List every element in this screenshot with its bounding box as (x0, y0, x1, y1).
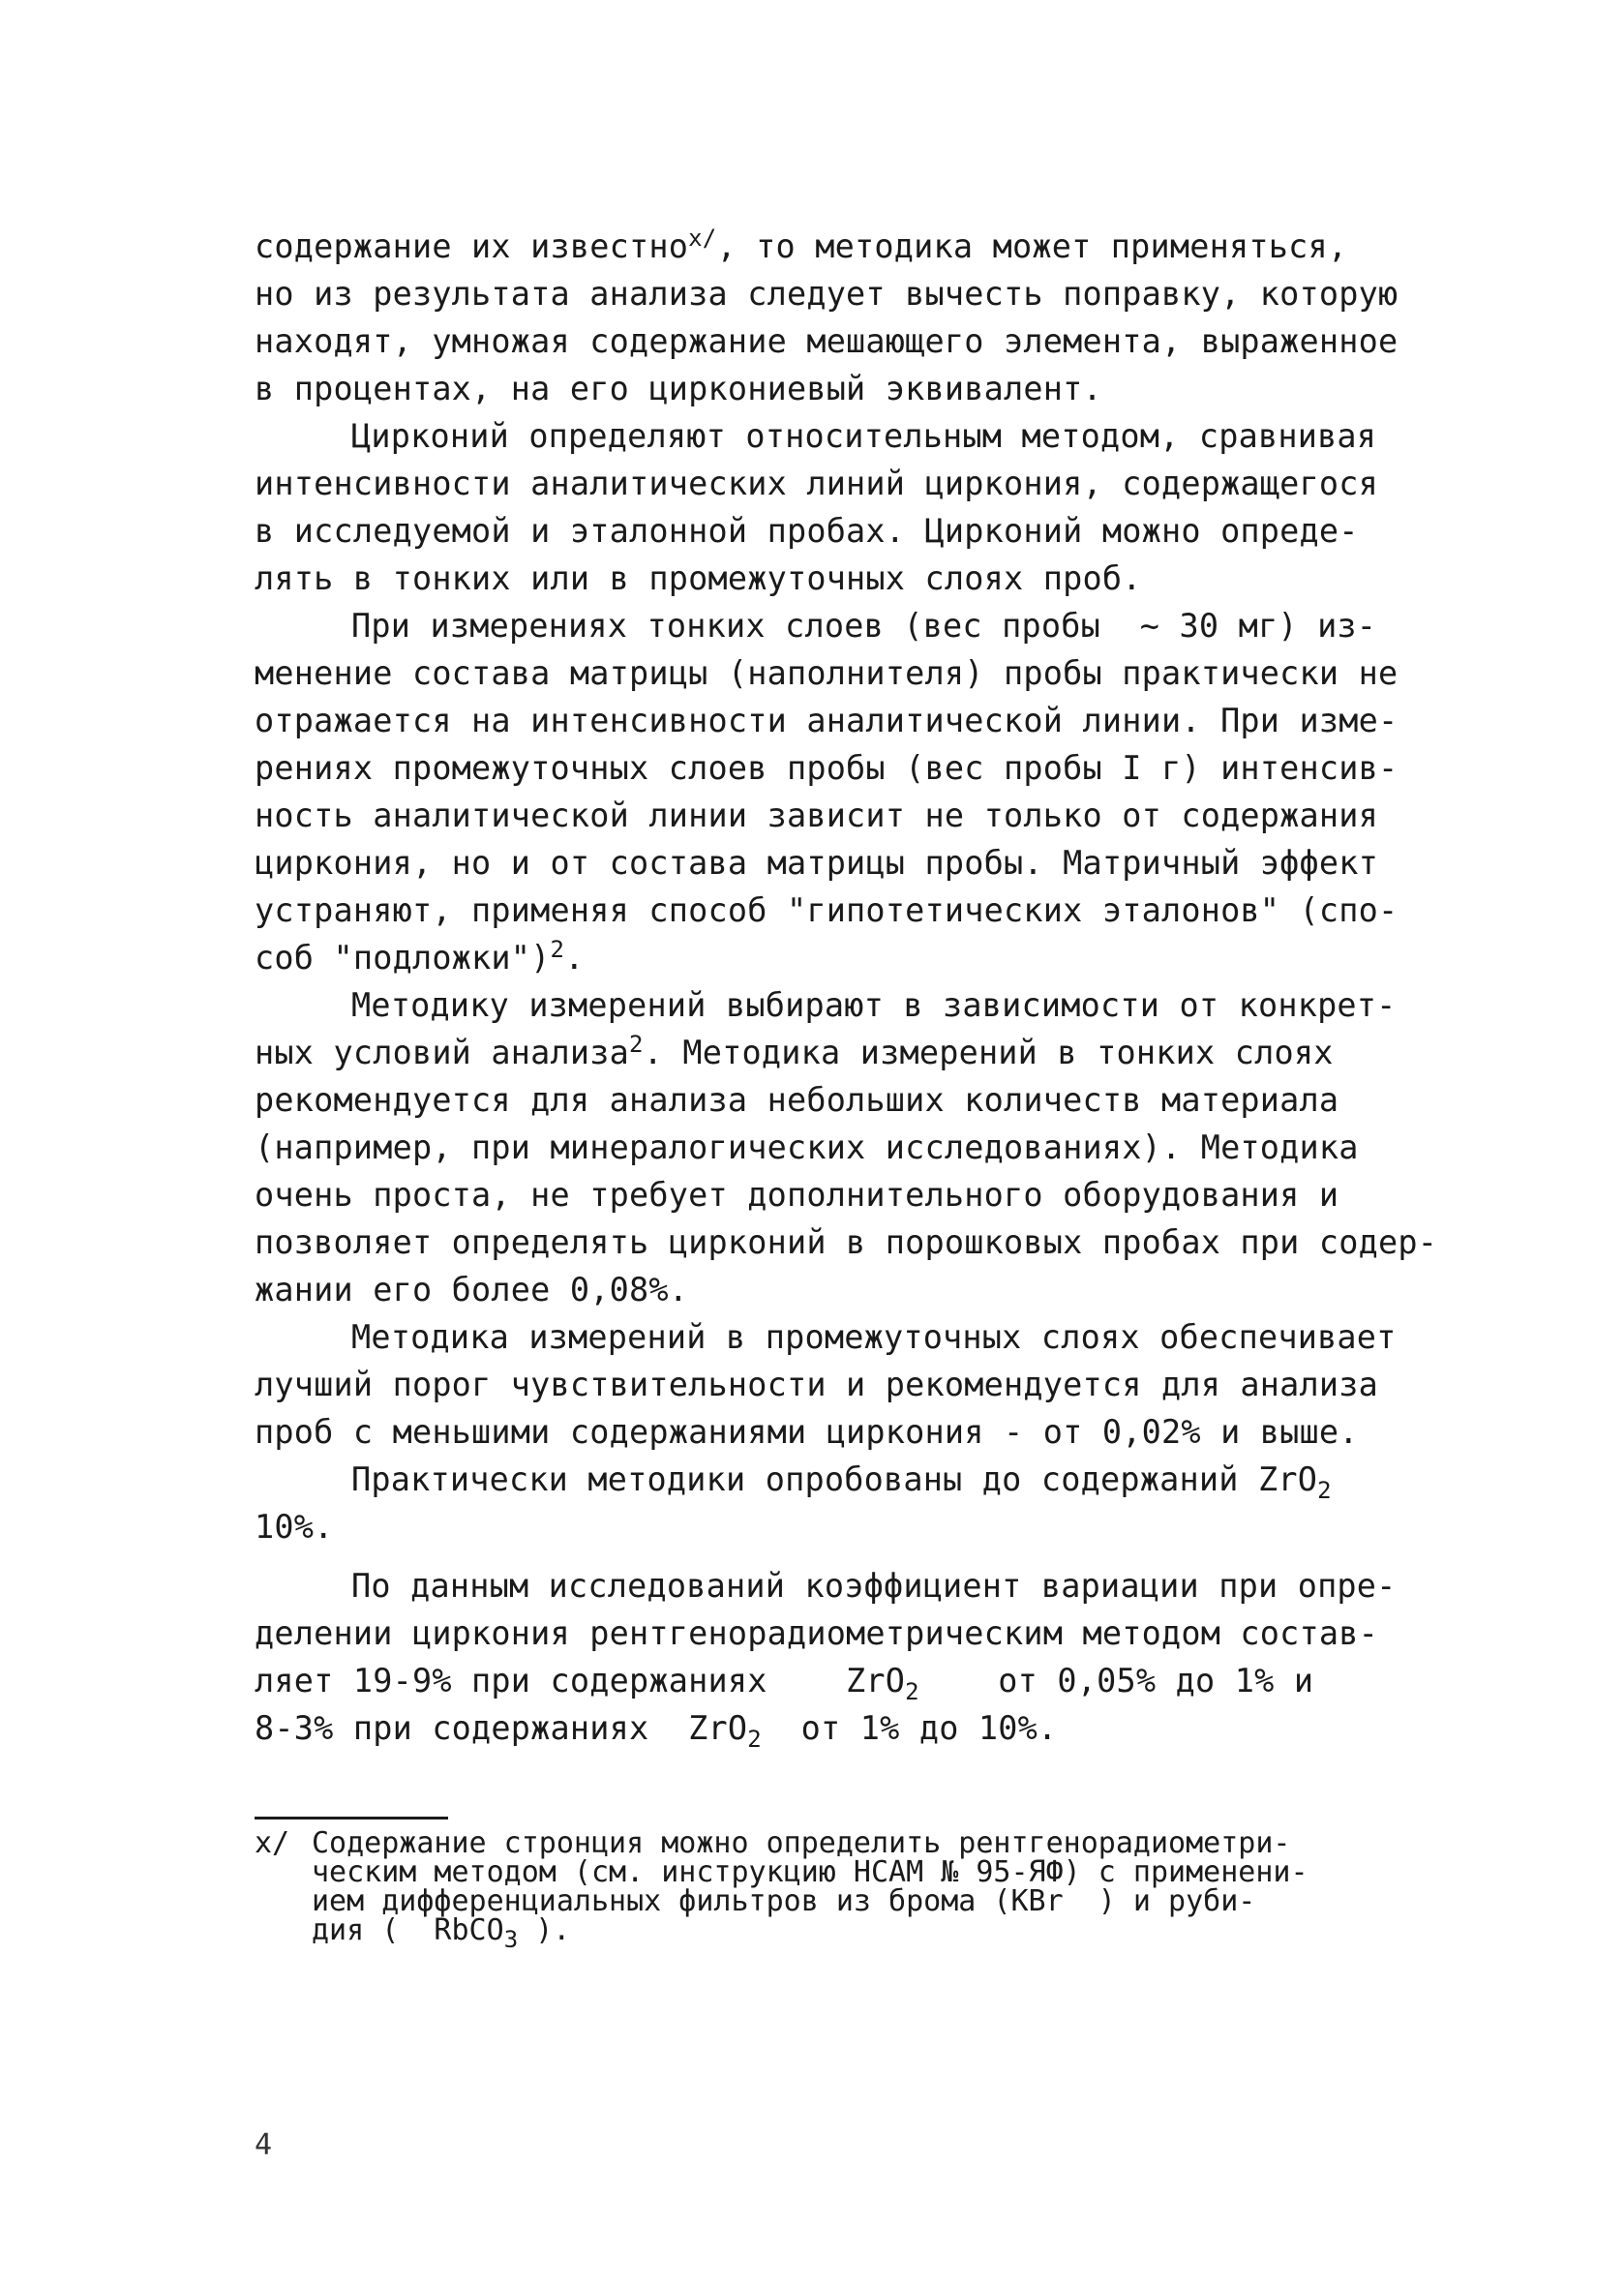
body-line: позволяет определять цирконий в порошковых пробах при содер- (255, 1223, 1438, 1261)
body-line (255, 1709, 1058, 1753)
body-line: но из результата анализа следует вычесть поправку, которую (255, 275, 1398, 313)
footnote-line: ческим методом (см. инструкцию НСАМ № 95-ЯФ) с применени- (312, 1855, 1308, 1889)
footnote-line (312, 1913, 571, 1953)
body-line: рекомендуется для анализа небольших количеств материала (255, 1081, 1339, 1119)
text-run: Практически методики опробованы до содержаний ZrO (351, 1460, 1318, 1498)
body-line: интенсивности аналитических линий циркония, содержащегося (255, 465, 1379, 502)
footnote-line: Содержание стронция можно определить рентгенорадиометри- (312, 1826, 1291, 1860)
body-line: в исследуемой и эталонной пробах. Цирконий можно опреде- (255, 512, 1359, 550)
body-line (255, 227, 1347, 266)
text-run: от 0,05% до 1% и (918, 1662, 1314, 1699)
paragraph-first-line: Методика измерений в промежуточных слоях обеспечивает (351, 1318, 1397, 1356)
body-line: ность аналитической линии зависит не только от содержания (255, 797, 1379, 834)
text-run: . (564, 939, 585, 977)
paragraph-first-line: По данным исследований коэффициент вариации при опре- (351, 1567, 1397, 1605)
subscript: 3 (503, 1926, 519, 1953)
body-line: делении циркония рентгенорадиометрическим методом состав- (255, 1614, 1379, 1652)
body-line: циркония, но и от состава матрицы пробы. Матричный эффект (255, 844, 1379, 882)
text-run: ). (518, 1913, 571, 1947)
paragraph-first-line: Методику измерений выбирают в зависимости от конкрет- (351, 986, 1397, 1024)
body-line: отражается на интенсивности аналитической линии. При изме- (255, 702, 1398, 739)
reference-number: 2 (550, 936, 565, 963)
subscript: 2 (747, 1726, 762, 1753)
body-line: 10%. (255, 1508, 334, 1546)
reference-number: 2 (629, 1031, 644, 1058)
subscript: 2 (905, 1678, 919, 1705)
text-run: ных условий анализа (255, 1034, 630, 1071)
text-run: от 1% до 10%. (761, 1709, 1058, 1747)
body-line: менение состава матрицы (наполнителя) пробы практически не (255, 654, 1398, 692)
body-line: проб с меньшими содержаниями циркония - от 0,02% и выше. (255, 1413, 1359, 1451)
text-run: соб "подложки") (255, 939, 551, 977)
text-run: содержание их известно (255, 227, 689, 265)
text-run: дия ( RbCO (312, 1913, 504, 1947)
body-line: в процентах, на его циркониевый эквивалент. (255, 370, 1102, 407)
paragraph-first-line: При измерениях тонких слоев (вес пробы ~ 30 мг) из- (351, 607, 1377, 645)
page-number: 4 (255, 2128, 273, 2162)
body-line: находят, умножая содержание мешающего элемента, выраженное (255, 322, 1398, 360)
body-line (255, 1031, 1334, 1072)
text-run: 8-3% при содержаниях ZrO (255, 1709, 748, 1747)
footnote-ref: x/ (688, 225, 717, 252)
footnote-marker: x/ (255, 1826, 290, 1860)
body-line: жании его более 0,08%. (255, 1271, 689, 1308)
paragraph-first-line (351, 1460, 1332, 1504)
text-run: ляет 19-9% при содержаниях ZrO (255, 1662, 906, 1699)
footnote-separator (255, 1817, 448, 1820)
body-line: устраняют, применяя способ "гипотетических эталонов" (спо- (255, 891, 1398, 929)
subscript: 2 (1317, 1477, 1332, 1504)
text-run: . Методика измерений в тонких слоях (643, 1034, 1334, 1071)
body-line: (например, при минералогических исследованиях). Методика (255, 1128, 1359, 1166)
paragraph-first-line: Цирконий определяют относительным методом, сравнивая (351, 417, 1377, 455)
body-line: рениях промежуточных слоев пробы (вес пробы I г) интенсив- (255, 749, 1398, 787)
body-line (255, 1662, 1314, 1705)
footnote-line: ием дифференциальных фильтров из брома (KBr ) и руби- (312, 1884, 1256, 1918)
body-line: очень проста, не требует дополнительного оборудования и (255, 1176, 1339, 1214)
text-run: , то методика может применяться, (716, 227, 1348, 265)
body-line: лять в тонких или в промежуточных слоях проб. (255, 559, 1142, 597)
body-line (255, 936, 585, 978)
body-line: лучший порог чувствительности и рекомендуется для анализа (255, 1366, 1379, 1403)
